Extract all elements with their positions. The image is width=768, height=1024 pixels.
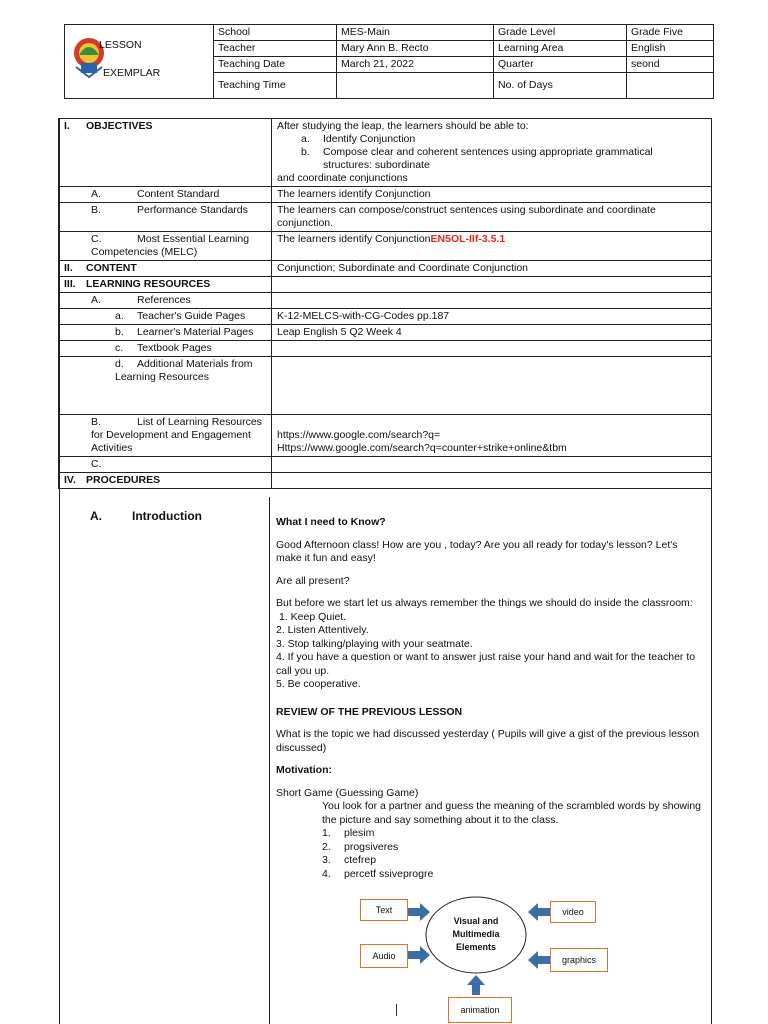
melc-value xyxy=(272,232,712,261)
objectives-cell xyxy=(59,119,272,187)
row-label: Teacher's Guide Pages xyxy=(137,310,246,322)
section-number: IV. xyxy=(64,474,76,486)
scrambled-word: percetf ssiveprogre xyxy=(344,867,434,880)
introduction-title: Introduction xyxy=(132,509,202,523)
objective-b-cont: and coordinate conjunctions xyxy=(277,172,408,184)
content-standard-value: The learners identify Conjunction xyxy=(272,187,712,203)
list-item xyxy=(276,827,706,841)
procedures-heading xyxy=(59,473,272,489)
what-i-need-heading: What I need to Know? xyxy=(276,516,386,528)
header-value: March 21, 2022 xyxy=(337,57,494,73)
text-cursor xyxy=(396,1004,397,1016)
section-title: OBJECTIVES xyxy=(86,120,153,132)
section-number: II. xyxy=(64,262,73,274)
objective-a: Identify Conjunction xyxy=(323,133,416,145)
greeting-text: Good Afternoon class! How are you , today? Are you all ready for today's lesson? Let's make it fun and easy! xyxy=(276,538,678,564)
empty-cell xyxy=(272,341,712,357)
multimedia-diagram xyxy=(356,893,616,1023)
header-label: Teaching Date xyxy=(214,57,337,73)
center-label xyxy=(446,915,506,954)
header-value: Mary Ann B. Recto xyxy=(337,41,494,57)
logo-cell xyxy=(65,25,214,99)
list-marker: 4. xyxy=(322,867,331,880)
arrow-icon xyxy=(406,903,430,921)
graphics-box: graphics xyxy=(550,948,608,972)
video-box: video xyxy=(550,901,596,923)
center-text: Elements xyxy=(455,942,497,952)
header-value: Grade Five xyxy=(627,25,714,41)
scrambled-word: plesim xyxy=(344,827,375,839)
objective-b: Compose clear and coherent sentences using appropriate grammatical structures: subordinate xyxy=(323,146,653,171)
list-marker: d. xyxy=(115,358,124,370)
section-title: PROCEDURES xyxy=(86,474,161,486)
list-marker: a. xyxy=(115,310,124,322)
center-text: Multimedia xyxy=(452,929,500,939)
resource-link[interactable]: Https://www.google.com/search?q=counter+strike+online&tbm xyxy=(277,442,567,454)
animation-box: animation xyxy=(448,997,512,1023)
header-label: No. of Days xyxy=(494,73,627,99)
list-item xyxy=(276,868,706,882)
content-standard-label xyxy=(59,187,272,203)
row-label: Learner's Material Pages xyxy=(137,326,254,338)
objectives-text xyxy=(272,119,712,187)
table-border xyxy=(59,118,60,1024)
review-text: What is the topic we had discussed yesterday ( Pupils will give a gist of the previous lesson discussed) xyxy=(276,728,700,754)
list-marker: B. xyxy=(91,416,101,428)
rule-item: 1. Keep Quiet. xyxy=(279,610,347,623)
review-heading: REVIEW OF THE PREVIOUS LESSON xyxy=(276,705,463,718)
list-marker: b. xyxy=(301,146,310,158)
arrow-icon xyxy=(528,951,550,969)
arrow-icon xyxy=(467,975,485,995)
list-marker: b. xyxy=(115,326,124,338)
header-value: seond xyxy=(627,57,714,73)
list-marker: A. xyxy=(90,509,102,523)
header-value xyxy=(627,73,714,99)
list-marker: a. xyxy=(301,133,310,145)
learners-material-label xyxy=(59,325,272,341)
rule-item: 2. Listen Attentively. xyxy=(276,624,369,636)
content-value: Conjunction; Subordinate and Coordinate Conjunction xyxy=(272,261,712,277)
empty-cell xyxy=(272,357,712,415)
table-border xyxy=(711,118,712,1024)
section-number: I. xyxy=(64,120,70,132)
performance-standard-label xyxy=(59,203,272,232)
list-marker: A. xyxy=(91,294,101,306)
list-marker: B. xyxy=(91,204,101,216)
melc-label xyxy=(59,232,272,261)
header-value xyxy=(337,73,494,99)
game-text: You look for a partner and guess the meaning of the scrambled words by showing the picture and say something about it to the class. xyxy=(322,800,702,826)
header-label: Teaching Time xyxy=(214,73,337,99)
section-title: CONTENT xyxy=(86,262,137,274)
arrow-icon xyxy=(528,903,550,921)
resource-link[interactable]: https://www.google.com/search?q= xyxy=(277,429,441,441)
section-title: LEARNING RESOURCES xyxy=(86,278,211,290)
header-value: English xyxy=(627,41,714,57)
rule-item: 3. Stop talking/playing with your seatmate. xyxy=(276,637,473,650)
procedures-content xyxy=(276,516,706,881)
list-marker: A. xyxy=(91,188,101,200)
audio-box: Audio xyxy=(360,944,408,968)
list-marker: c. xyxy=(115,342,124,354)
learners-material-value: Leap English 5 Q2 Week 4 xyxy=(272,325,712,341)
row-label: Textbook Pages xyxy=(137,342,212,354)
list-marker: 3. xyxy=(322,854,331,866)
list-marker: C. xyxy=(91,233,102,245)
list-item xyxy=(276,841,706,855)
melc-text: The learners identify Conjunction xyxy=(277,233,431,245)
empty-cell xyxy=(272,473,712,489)
textbook-label xyxy=(59,341,272,357)
empty-cell xyxy=(272,277,712,293)
list-item xyxy=(276,854,706,868)
introduction-heading xyxy=(90,509,202,523)
resources-heading xyxy=(59,277,272,293)
header-label: School xyxy=(214,25,337,41)
row-label: Most Essential Learning Competencies (MELC) xyxy=(91,233,250,258)
scrambled-words xyxy=(276,827,706,881)
teachers-guide-label xyxy=(59,309,272,325)
c-label: C. xyxy=(59,457,272,473)
list-resources-value xyxy=(272,415,712,457)
table-border xyxy=(269,497,270,1024)
lesson-table xyxy=(58,118,712,489)
scrambled-word: progsiveres xyxy=(344,840,399,853)
scrambled-word: ctefrep xyxy=(344,854,377,866)
additional-materials-label xyxy=(59,357,272,415)
header-label: Quarter xyxy=(494,57,627,73)
motivation-heading: Motivation: xyxy=(276,764,332,776)
rule-item: 5. Be cooperative. xyxy=(276,678,361,690)
objectives-intro: After studying the leap, the learners should be able to: xyxy=(277,120,529,132)
references-label xyxy=(59,293,272,309)
rules-intro: But before we start let us always remember the things we should do inside the classroom: xyxy=(276,597,693,609)
header-label: Learning Area xyxy=(494,41,627,57)
header-label: Teacher xyxy=(214,41,337,57)
rule-item: 4. If you have a question or want to answer just raise your hand and wait for the teacher to call you up. xyxy=(276,651,696,677)
logo-line2: EXEMPLAR xyxy=(103,67,161,79)
section-number: III. xyxy=(64,278,76,290)
arrow-icon xyxy=(406,946,430,964)
text-box: Text xyxy=(360,899,408,921)
game-title: Short Game (Guessing Game) xyxy=(276,786,419,799)
empty-cell xyxy=(272,457,712,473)
list-marker: 2. xyxy=(322,840,331,853)
header-label: Grade Level xyxy=(494,25,627,41)
empty-cell xyxy=(272,293,712,309)
row-label: References xyxy=(137,294,191,306)
classroom-rules xyxy=(276,597,706,692)
row-label: Additional Materials from Learning Resources xyxy=(115,358,253,383)
melc-code: EN5OL-IIf-3.5.1 xyxy=(430,233,506,245)
logo-line1: LESSON xyxy=(99,39,142,51)
list-marker: 1. xyxy=(322,827,331,839)
teachers-guide-value: K-12-MELCS-with-CG-Codes pp.187 xyxy=(272,309,712,325)
header-value: MES-Main xyxy=(337,25,494,41)
game-block xyxy=(276,787,706,882)
header-table xyxy=(64,24,714,99)
row-label: Performance Standards xyxy=(137,204,248,216)
present-question: Are all present? xyxy=(276,574,350,587)
performance-standard-value: The learners can compose/construct sentences using subordinate and coordinate conjunction. xyxy=(272,203,712,232)
row-label: List of Learning Resources for Development and Engagement Activities xyxy=(91,416,262,454)
center-text: Visual and xyxy=(453,916,499,926)
list-resources-label xyxy=(59,415,272,457)
content-heading xyxy=(59,261,272,277)
row-label: Content Standard xyxy=(137,188,220,200)
